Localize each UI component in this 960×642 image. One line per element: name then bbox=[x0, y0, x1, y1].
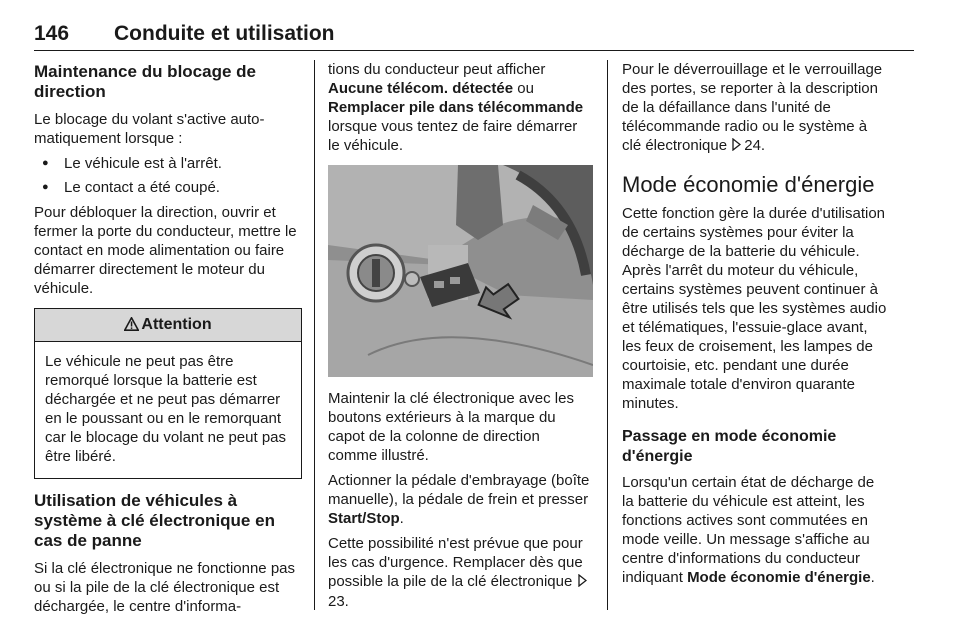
paragraph: Cette fonction gère la durée d'utilisation de certains systèmes pour éviter la décharge de la batterie du véhicule. Après l'arrêt du moteur du véhicule, certains systèmes peuvent continuer à être utilisés tels que les systèmes audio et télématiques, l'essuie-glace avant, les feux de croisement, les lampes de courtoisie, etc. pendant une durée maximale totale d'environ quarante minutes. bbox=[622, 205, 887, 412]
column-divider bbox=[607, 60, 608, 610]
paragraph bbox=[328, 60, 593, 155]
list-item: ● Le véhicule est à l'arrêt. bbox=[34, 154, 302, 173]
paragraph: Maintenir la clé électronique avec les boutons extérieurs à la marque du capot de la colonne de direction comme illustré. bbox=[328, 390, 574, 464]
bullet-list bbox=[34, 154, 302, 197]
paragraph bbox=[622, 473, 888, 587]
text-run: Actionner la pédale d'embrayage (boîte manuelle), la pédale de frein et presser bbox=[328, 472, 590, 508]
section-heading: Maintenance du blocage de direction bbox=[34, 62, 256, 101]
list-item: ● Le contact a été coupé. bbox=[34, 178, 302, 197]
page-header bbox=[34, 22, 914, 50]
chapter-title: Conduite et utilisation bbox=[114, 22, 335, 45]
button-name: Start/Stop bbox=[328, 510, 400, 527]
warning-text: Le véhicule ne peut pas être remorqué lorsque la batterie est déchargée et ne peut pas démarrer en le poussant ou en le remorquant car le blocage du volant ne peut pas être libéré. bbox=[45, 353, 287, 465]
text-run: Lorsqu'un certain état de décharge de la batterie du véhicule est atteint, les fonctions actives sont commutées en mode veille. Un message s'affiche au centre d'informations du conducteur indiquant bbox=[622, 474, 875, 586]
text-run: ou bbox=[517, 80, 534, 97]
display-message: Remplacer pile dans télécommande bbox=[328, 99, 584, 116]
section-heading: Utilisation de véhicules à système à clé électronique en cas de panne bbox=[34, 491, 275, 550]
subsection-heading: Passage en mode économie d'énergie bbox=[622, 428, 837, 465]
column-2 bbox=[328, 60, 593, 617]
section-heading: Mode économie d'énergie bbox=[622, 172, 875, 197]
paragraph bbox=[328, 534, 593, 611]
column-3 bbox=[622, 60, 888, 593]
text-run: Cette possibilité n'est prévue que pour les cas d'urgence. Remplacer dès que possible la pile de la clé électronique bbox=[328, 535, 583, 590]
steering-column-illustration bbox=[328, 165, 593, 377]
paragraph bbox=[622, 60, 888, 156]
page-reference[interactable]: 23. bbox=[328, 593, 349, 610]
paragraph: Le blocage du volant s'active automatiquement lorsque : bbox=[34, 111, 265, 147]
display-message: Aucune télécom. détectée bbox=[328, 80, 514, 97]
paragraph bbox=[328, 471, 593, 528]
text-run: Pour le déverrouillage et le verrouillage des portes, se reporter à la description de la défaillance dans l'unité de télécommande radio ou le système à clé électronique bbox=[622, 61, 883, 154]
column-divider bbox=[314, 60, 315, 610]
page-reference-arrow-icon bbox=[732, 137, 741, 156]
warning-box bbox=[34, 308, 302, 479]
text-run: . bbox=[399, 510, 404, 527]
page-reference[interactable]: 24. bbox=[744, 137, 766, 154]
warning-title: Attention bbox=[141, 316, 212, 333]
column-1 bbox=[34, 60, 302, 622]
text-run: . bbox=[870, 569, 875, 586]
paragraph: Si la clé électronique ne fonctionne pas ou si la pile de la clé électronique est déchargée, le centre d'informa- bbox=[34, 560, 296, 615]
page-number: 146 bbox=[34, 22, 70, 45]
warning-icon bbox=[124, 311, 139, 343]
paragraph: Pour débloquer la direction, ouvrir et fermer la porte du conducteur, mettre le contact en mode alimentation ou faire démarrer directement le moteur du véhicule. bbox=[34, 204, 297, 297]
warning-header bbox=[35, 309, 301, 342]
text-run: lorsque vous tentez de faire démarrer le véhicule. bbox=[328, 118, 578, 154]
display-message: Mode économie d'énergie bbox=[687, 569, 871, 586]
header-rule bbox=[34, 50, 914, 51]
page-reference-arrow-icon bbox=[578, 573, 587, 592]
text-run: tions du conducteur peut afficher bbox=[328, 61, 546, 78]
